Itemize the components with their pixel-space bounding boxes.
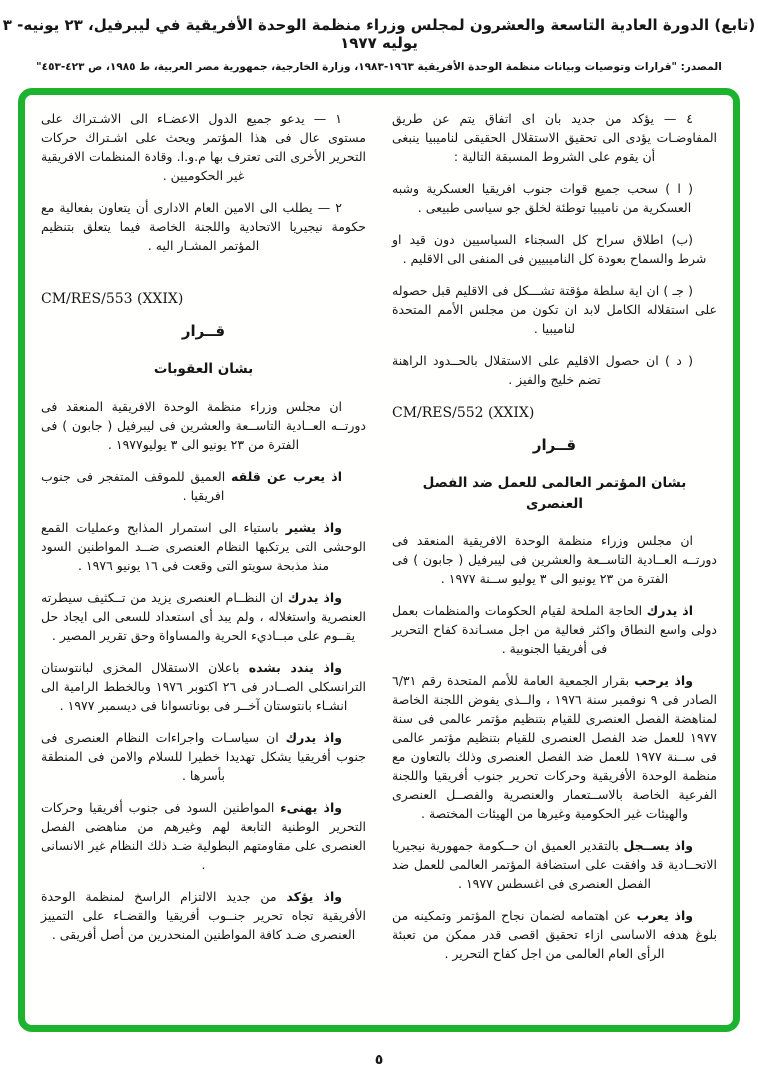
paragraph-clause <box>41 588 366 645</box>
resolution-code-552: CM/RES/552 (XXIX) <box>392 405 535 421</box>
paragraph-item-1: ١ — يدعو جميع الدول الاعضـاء الى الاشـتراك على مستوى عال فى هذا المؤتمر ويحث على اشـتراك حركات التحرير الأخرى التى تعترف بها م.و.ا. وقادة المنظمات الافريقية غير الحكوميين . <box>41 111 366 183</box>
paragraph-preamble: ان مجلس وزراء منظمة الوحدة الافريقية المنعقد فى دورتــه العــادية التاســعة والعشرين فى ليبرفيل ( جابون ) فى الفترة من ٢٣ يونيو الى ٣ يوليو ســنة ١٩٧٧ . <box>392 533 717 587</box>
clause-body: المواطنين السود فى جنوب أفريقيا وحركات التحرير الوطنية التابعة لهم وغيرهم من مناهضى الفصل العنصرى على مقاومتهم البطولية ضـد ذلك النظام غير الانسانى . <box>41 799 366 872</box>
paragraph-clause <box>392 671 717 823</box>
header-source: المصدر: "قرارات وتوصيات وبيانات منظمة الوحدة الأفريقية ١٩٦٣-١٩٨٣، وزارة الخارجية، جمهورية مصر العربية، ط ١٩٨٥، ص ٤٢٣-٤٥٣" <box>36 61 722 73</box>
paragraph-clause <box>41 728 366 785</box>
clause-body: الحاجة الملحة لقيام الحكومات والمنظمات بعمل دولى واسع النطاق واكثر فعالية من اجل مسـاندة كفاح التحرير فى أفريقيا الجنوبية . <box>392 603 717 657</box>
paragraph-item-d: ( د ) ان حصول الاقليم على الاستقلال بالحــدود الراهنة تضم خليج والفيز . <box>392 353 693 387</box>
clause-body: ان النظــام العنصرى يزيد من تــكثيف سيطرته العنصرية واستغلاله ، ولم يبد أى استعداد للسعى الى ايجاد حل يقــوم على مبــاديء الحرية والمساواة وحق تقرير المصير . <box>41 589 366 643</box>
column-left <box>41 109 366 1015</box>
clause-lead: واذ يهنىء <box>280 799 343 815</box>
clause-lead: واذ يســجل <box>623 838 693 854</box>
paragraph-item-j: ( جـ ) ان اية سلطة مؤقتة تشـــكل فى الاقليم قبل حصوله على استقلاله الكامل لابد ان تكون من مجلس الأمم المتحدة لناميبيا . <box>392 283 717 336</box>
paragraph-item-a: ( ا ) سحب جميع قوات جنوب افريقيا العسكرية وشبه العسكرية من ناميبيا توطئة لخلق جو سياسى طبيعى . <box>392 181 693 215</box>
clause-body: العميق للموقف المتفجر فى جنوب افريقيا . <box>41 468 231 503</box>
column-right <box>392 109 717 1015</box>
clause-lead: واذ يدرك <box>287 589 342 605</box>
clause-lead: اذ يدرك <box>646 603 693 619</box>
clause-body: عن اهتمامه لضمان نجاح المؤتمر وتمكينه من بلوغ هدفه الاساسى ازاء تحقيق اقصى قدر ممكن من تعبئة الرأى العام العالمى من اجل كفاح التحرير . <box>392 908 717 962</box>
content-frame <box>18 88 740 1032</box>
paragraph-item-2: ٢ — يطلب الى الامين العام الادارى أن يتعاون بفعالية مع حكومة نيجيريا الاتحادية واللجنة الخاصة فيما يتعلق بتنظيم المؤتمر المشـار اليه . <box>41 200 366 253</box>
resolution-subject: بشان العقوبات <box>153 361 254 378</box>
clause-lead: واذ يؤكد <box>286 888 343 904</box>
clause-lead: اذ يعرب عن قلقه <box>231 468 342 484</box>
header-title: (تابع) الدورة العادية التاسعة والعشرون لمجلس وزراء منظمة الوحدة الأفريقية في ليبرفيل، ٢٣ يونيه- ٣ يوليه ١٩٧٧ <box>2 16 756 52</box>
paragraph-item-b: (ب) اطلاق سراح كل السجناء السياسيين دون قيد او شرط والسماح بعودة كل الناميبيين فى المنفى الى الاقليم . <box>392 232 707 266</box>
clause-body: بالتقدير العميق ان حــكومة جمهورية نيجيريا الاتحــادية قد وافقت على استضافة المؤتمر العالمى للعمل ضد الفصل العنصرى فى اغسطس ١٩٧٧ . <box>392 838 717 892</box>
clause-lead: واذ يدرك <box>285 729 342 745</box>
paragraph-clause <box>392 836 717 893</box>
resolution-heading: قــرار <box>532 436 577 455</box>
clause-body: من جديد الالتزام الراسخ لمنظمة الوحدة الأفريقية تجاه تحرير جنــوب أفريقيا والقضـاء على التمييز العنصرى ضـد كافة المواطنين المنحدرين من أصل أفريقى . <box>41 888 366 942</box>
paragraph-clause <box>41 887 366 944</box>
page-number: ٥ <box>374 1052 384 1068</box>
paragraph-item-4: ٤ — يؤكد من جديد بان اى اتفاق يتم عن طريق المفاوضـات يؤدى الى تحقيق الاستقلال الحقيقى لناميبيا ينبغى أن يقوم على الشروط المسبقة التالية : <box>392 111 717 164</box>
paragraph-clause <box>392 601 717 658</box>
clause-body: باعلان الاستقلال المخزى لبانتوستان الترانسكلى الصــادر فى ٢٦ اكتوبر ١٩٧٦ وبالخطط الرامية الى انشـاء بانتوستان آخــر فى بوناتسوانا فى ديسمبر ١٩٧٧ . <box>41 659 367 713</box>
paragraph-preamble: ان مجلس وزراء منظمة الوحدة الافريقية المنعقد فى دورتــه العــادية التاســعة والعشرين فى ليبرفيل ( جابون ) فى الفترة من ٢٣ يونيو الى ٣ يوليو١٩٧٧ . <box>41 398 366 452</box>
resolution-subject: بشان المؤتمر العالمى للعمل ضد الفصل العنصرى <box>422 475 687 512</box>
resolution-heading: قــرار <box>181 322 226 341</box>
resolution-code-553: CM/RES/553 (XXIX) <box>41 291 184 307</box>
clause-lead: واذ يرحب <box>634 673 693 689</box>
paragraph-clause <box>41 658 366 715</box>
page-header <box>0 0 758 73</box>
clause-lead: واذ يندد بشده <box>248 659 342 675</box>
clause-body: بقرار الجمعية العامة للأمم المتحدة رقم ٦/٣١ الصادر فى ٩ نوفمبر سنة ١٩٧٦ ، والــذى يفوض اللجنة الخاصة لمناهضة الفصل العنصرى للقيام بتنظيم مؤتمر عالمى فى سنة ١٩٧٧ للعمل ضد الفصل العنصرى للقيام بتنظيم مؤتمر عالمى فى ســنة ١٩٧٧ للعمل ضد الفصل العنصرى وذلك بالتعاون مع منظمة الوحدة الأفريقية وحركات تحرير جنوب أفريقيا واللجنة الفرعية الخاصة بالاســتعمار والعنصرية والفصــل العنصرى والهيئات غير الحكومية وغيرها من الهيئات المختصة . <box>392 673 717 822</box>
paragraph-clause <box>392 906 717 963</box>
clause-lead: واذ يشير <box>285 519 342 535</box>
clause-lead: واذ يعرب <box>636 908 693 924</box>
paragraph-clause <box>41 518 366 575</box>
clause-body: ان سياسـات واجراءات النظام العنصرى فى جنوب أفريقيا يشكل تهديدا خطيرا للسلام والامن فى المنطقة بأسرها . <box>41 729 366 783</box>
paragraph-clause <box>41 467 366 505</box>
clause-body: باستياء الى استمرار المذابح وعمليات القمع الوحشى التى يرتكبها النظام العنصرى ضــد المواطنين السود منذ مذبحة سويتو التى وقعت فى ١٦ يونيو ١٩٧٦ . <box>41 519 366 573</box>
paragraph-clause <box>41 798 366 874</box>
